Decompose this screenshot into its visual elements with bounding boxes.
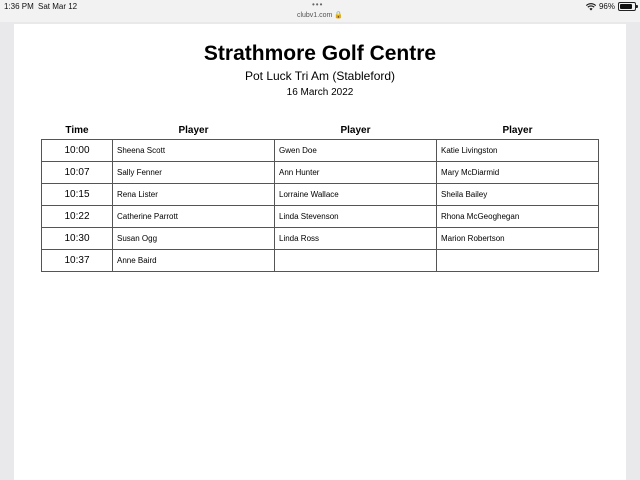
player-cell: Rhona McGeoghegan [437,206,599,228]
table-header-row [42,121,599,140]
tee-time: 10:00 [42,140,113,162]
lock-icon: 🔒 [334,12,344,19]
player-cell: Lorraine Wallace [275,184,437,206]
column-header-player-1: Player [178,124,209,136]
status-bar [0,0,640,22]
address-bar[interactable] [0,11,640,19]
column-header-time: Time [65,124,89,136]
battery-icon [618,2,636,11]
player-cell: Linda Stevenson [275,206,437,228]
player-cell: Sally Fenner [113,162,275,184]
tee-time: 10:22 [42,206,113,228]
wifi-icon [586,3,596,11]
player-cell: Gwen Doe [275,140,437,162]
player-cell [437,250,599,272]
column-header-player-3: Player [502,124,533,136]
player-cell: Linda Ross [275,228,437,250]
page-subtitle: Pot Luck Tri Am (Stableford) [244,69,396,83]
player-cell: Sheena Scott [113,140,275,162]
page-title: Strathmore Golf Centre [203,42,437,65]
table-row [42,140,599,162]
status-date: Sat Mar 12 [38,2,78,11]
table-row [42,206,599,228]
player-cell: Ann Hunter [275,162,437,184]
status-time: 1:36 PM [4,2,34,11]
tee-time: 10:37 [42,250,113,272]
player-cell [275,250,437,272]
table-row [42,250,599,272]
tee-time: 10:15 [42,184,113,206]
table-row [42,162,599,184]
player-cell: Susan Ogg [113,228,275,250]
event-date: 16 March 2022 [286,87,354,98]
player-cell: Sheila Bailey [437,184,599,206]
page-content [14,24,626,480]
tee-times-table [41,121,599,272]
url-text: clubv1.com [296,12,333,19]
player-cell: Katie Livingston [437,140,599,162]
column-header-player-2: Player [340,124,371,136]
player-cell: Mary McDiarmid [437,162,599,184]
table-row [42,228,599,250]
player-cell: Anne Baird [113,250,275,272]
player-cell: Rena Lister [113,184,275,206]
player-cell: Marion Robertson [437,228,599,250]
tee-time: 10:07 [42,162,113,184]
battery-percent: 96% [598,2,615,11]
more-dots-icon[interactable]: ••• [312,0,324,9]
table-row [42,184,599,206]
player-cell: Catherine Parrott [113,206,275,228]
tee-time: 10:30 [42,228,113,250]
